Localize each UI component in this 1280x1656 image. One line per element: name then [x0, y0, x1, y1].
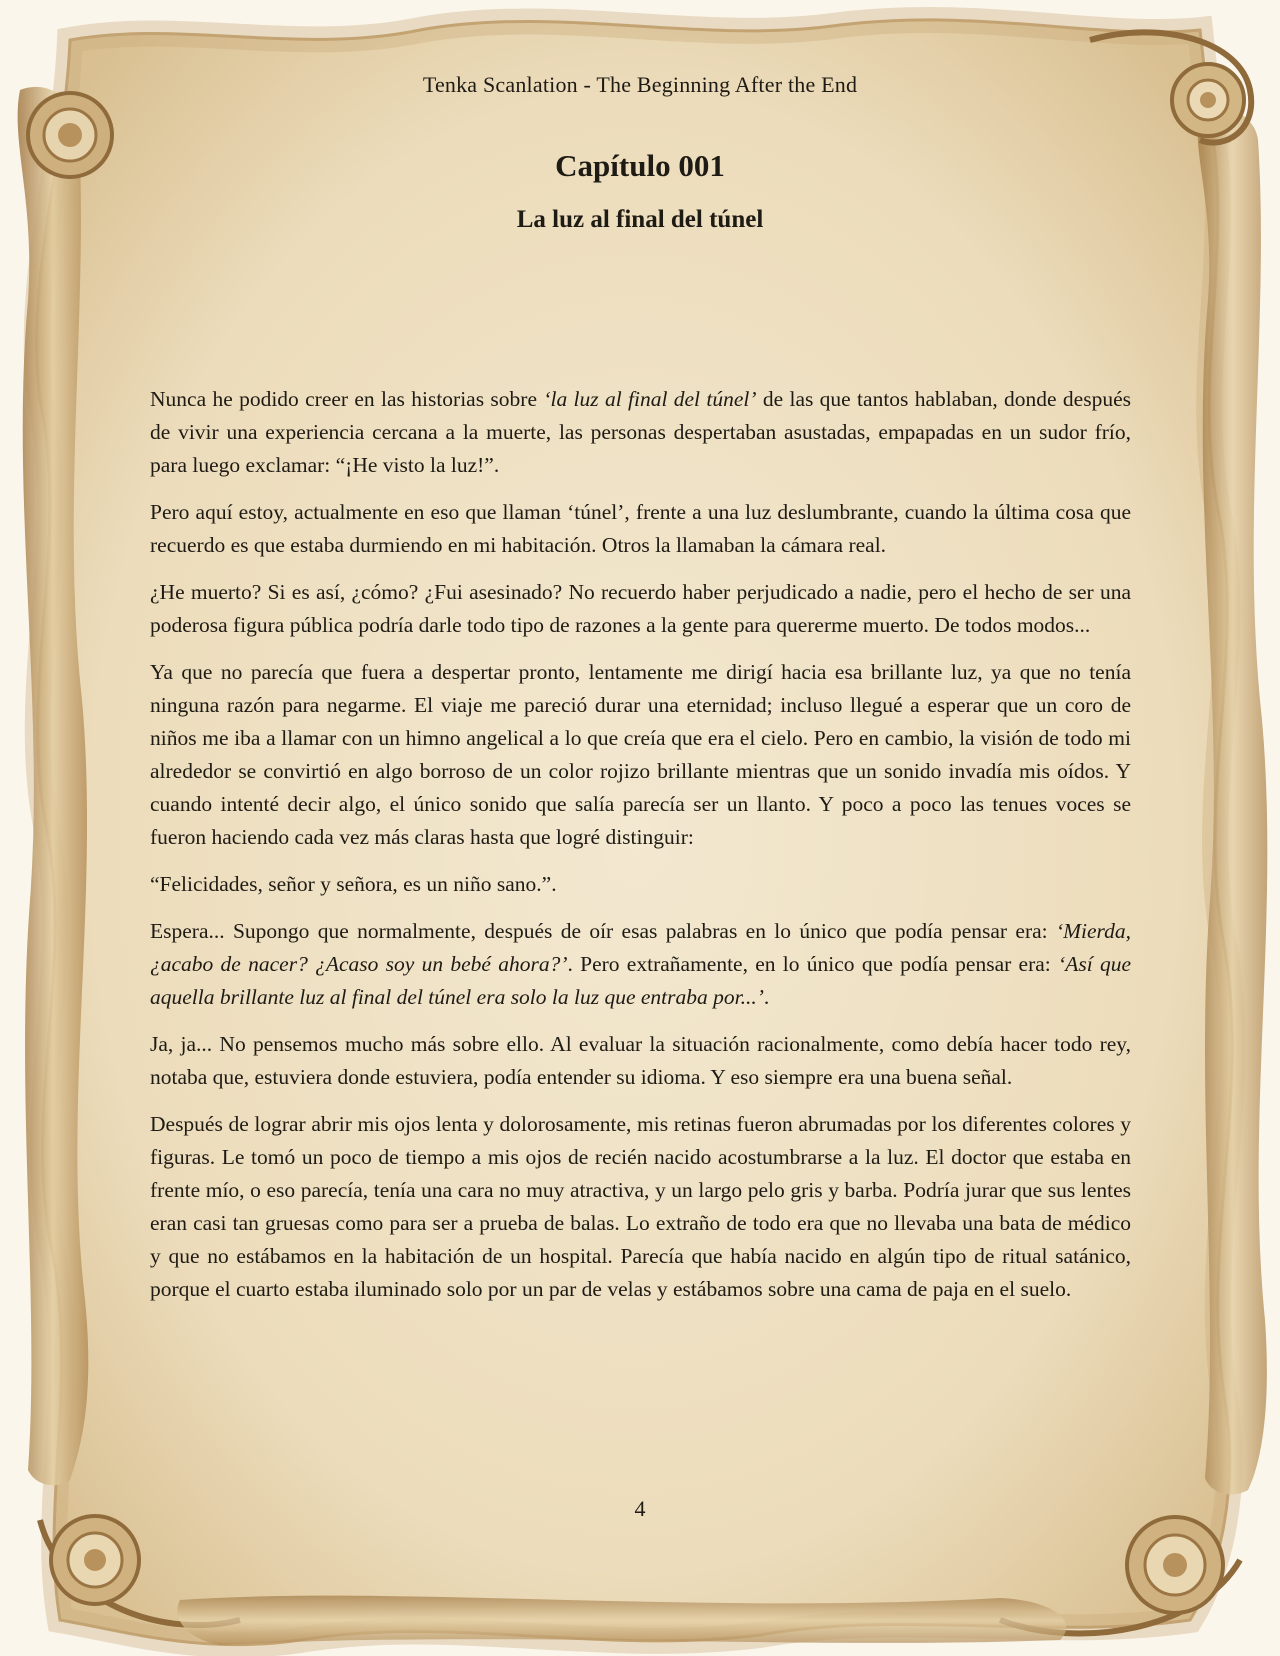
paragraph-2: Pero aquí estoy, actualmente en eso que llaman ‘túnel’, frente a una luz deslumbrante, cuando la última cosa que recuerdo es que estaba durmiendo en mi habitación. Otros la llamaban la cámara real. [150, 500, 1131, 557]
paragraph-6-italic-thought-2: ‘Así que aquella brillante luz al final del túnel era solo la luz que entraba por...’ [150, 952, 1131, 1009]
paragraph-7: Ja, ja... No pensemos mucho más sobre ello. Al evaluar la situación racionalmente, como debía hacer todo rey, notaba que, estuviera donde estuviera, podía entender su idioma. Y eso siempre era una buena señal. [150, 1032, 1131, 1089]
page-number: 4 [634, 1496, 646, 1521]
paragraph-5: “Felicidades, señor y señora, es un niño sano.”. [150, 872, 557, 896]
paragraph-4: Ya que no parecía que fuera a despertar pronto, lentamente me dirigí hacia esa brillante luz, ya que no tenía ninguna razón para negarme. El viaje me pareció durar una eternidad; incluso llegué a esperar que un coro de niños me iba a llamar con un himno angelical a lo que creía que era el cielo. Pero en cambio, la visión de todo mi alrededor se convirtió en algo borroso de un color rojizo brillante mientras que un sonido invadía mis oídos. Y cuando intenté decir algo, el único sonido que salía parecía ser un llanto. Y poco a poco las tenues voces se fueron haciendo cada vez más claras hasta que logré distinguir: [150, 660, 1131, 849]
running-header: Tenka Scanlation - The Beginning After the End [422, 72, 858, 97]
chapter-title: Capítulo 001 [555, 148, 725, 183]
paragraph-1-text-end: de las que tantos hablaban, donde después de vivir una experiencia cercana a la muerte, las personas despertaban asustadas, empapadas en un sudor frío, para luego exclamar: “¡He visto la luz!”. [150, 387, 1131, 477]
paragraph-3: ¿He muerto? Si es así, ¿cómo? ¿Fui asesinado? No recuerdo haber perjudicado a nadie, pero el hecho de ser una poderosa figura pública podría darle todo tipo de razones a la gente para quererme muerto. De todos modos... [150, 580, 1131, 637]
paragraph-6 [150, 915, 1131, 1014]
paragraph-6-text-middle: . Pero extrañamente, en lo único que podía pensar era: [567, 952, 1059, 976]
chapter-subtitle: La luz al final del túnel [516, 206, 764, 233]
paragraph-1-italic-quote: ‘la luz al final del túnel’ [543, 387, 757, 411]
paragraph-1-text: Nunca he podido creer en las historias sobre [150, 387, 544, 411]
paragraph-8: Después de lograr abrir mis ojos lenta y dolorosamente, mis retinas fueron abrumadas por los diferentes colores y figuras. Le tomó un poco de tiempo a mis ojos de recién nacido acostumbrarse a la luz. El doctor que estaba en frente mío, o eso parecía, tenía una cara no muy atractiva, y un largo pelo gris y barba. Podría jurar que sus lentes eran casi tan gruesas como para ser a prueba de balas. Lo extraño de todo era que no llevaba una bata de médico y que no estábamos en la habitación de un hospital. Parecía que había nacido en algún tipo de ritual satánico, porque el cuarto estaba iluminado solo por un par de velas y estábamos sobre una cama de paja en el suelo. [150, 1112, 1131, 1301]
paragraph-6-text-end: . [763, 985, 770, 1009]
paragraph-6-text: Espera... Supongo que normalmente, después de oír esas palabras en lo único que podía pensar era: [150, 919, 1056, 943]
paragraph-6-italic-thought-1: ‘Mierda, ¿acabo de nacer? ¿Acaso soy un bebé ahora?’ [150, 919, 1131, 976]
paragraph-1 [150, 383, 1131, 482]
chapter-body [150, 383, 1131, 1320]
